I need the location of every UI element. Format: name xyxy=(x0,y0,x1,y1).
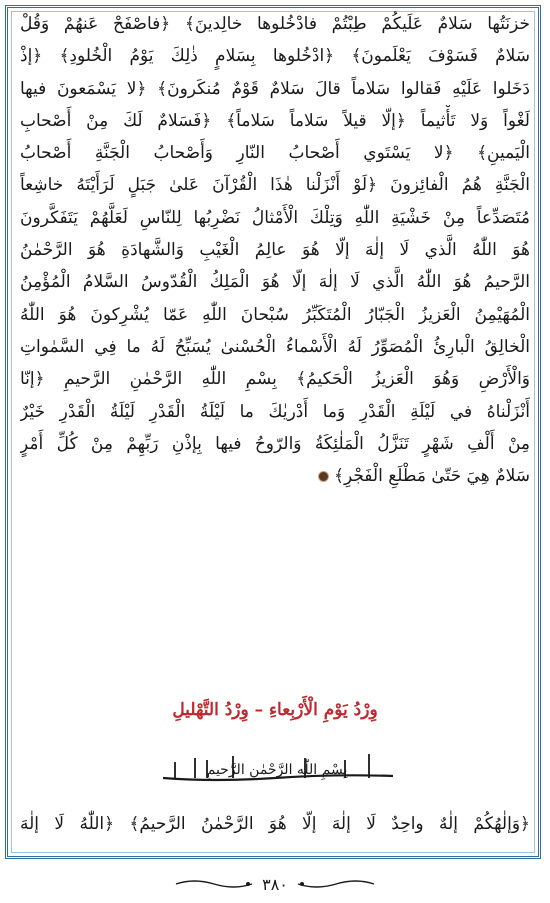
left-ornament-icon xyxy=(174,877,254,891)
text-line: هُوَ اللّٰهُ الَّذي لَا إلٰهَ إلّا هُوَ عالِمُ الْغَيْبِ وَالشَّهادَةِ هُوَ الرَّحْمٰنُ xyxy=(20,240,530,261)
text-line: الْخالِقُ الْبارِئُ الْمُصَوِّرُ لَهُ الْأَسْماءُ الْحُسْنىٰ يُسَبِّحُ لَهُ ما فِي السَّمٰواتِ xyxy=(20,336,530,357)
main-text-block xyxy=(20,8,530,492)
bottom-text-line: ﴿وَإلٰهُكُمْ إلٰهٌ واحِدٌ لَا إلٰهَ إلّا هُوَ الرَّحْمٰنُ الرَّحيمُ﴾ ﴿اللّٰهُ لَا إلٰهَ xyxy=(20,814,530,834)
text-line: سَلامٌ فَسَوْفَ يَعْلَمونَ﴾ ﴿ادْخُلوها بِسَلامٍ ذٰلِكَ يَوْمُ الْخُلودِ﴾ ﴿إذْ xyxy=(20,46,530,67)
basmala-text: بِسْمِ اللّٰهِ الرَّحْمٰنِ الرَّحيمِ xyxy=(206,762,348,778)
text-line: خزنَتُها سَلامٌ عَلَيكُمْ طِبْتُمْ فادْخُلوها خالِدينَ﴾ ﴿فاصْفَحْ عَنهُمْ وَقُلْ xyxy=(20,14,530,34)
text-line: الْيَمينِ﴾ ﴿لا يَسْتَوي أَصْحابُ النّارِ وَأَصْحابُ الْجَنَّةِ أَصْحابُ xyxy=(20,143,530,164)
text-line: الْمُهَيْمِنُ الْعَزيزُ الْجَبّارُ الْمُتَكَبِّرُ سُبْحانَ اللّٰهِ عَمّا يُشْرِكونَ هُوَ اللّٰهُ xyxy=(20,304,530,325)
basmala-calligraphy xyxy=(155,748,400,792)
text-line: مِنْ أَلْفِ شَهْرٍ تَنَزَّلُ الْمَلٰئِكَةُ وَالرّوحُ فيها بِإذْنِ رَبِّهِمْ مِنْ كُلِّ أَمْرٍ xyxy=(20,433,530,454)
last-line-text: سَلامٌ هِيَ حَتّىٰ مَطْلَعِ الْفَجْرِ﴾ xyxy=(333,466,530,487)
right-ornament-icon xyxy=(296,877,376,891)
text-line: لَغْواً وَلا تَأْثيماً ﴿إلّا قيلاً سَلاماً سَلاماً﴾ ﴿فَسَلامٌ لَكَ مِنْ أَصْحابِ xyxy=(20,110,530,131)
text-line: الْجَنَّةِ هُمُ الْفائِزونَ ﴿لَوْ أَنْزَلْنا هٰذَا الْقُرْآنَ عَلىٰ جَبَلٍ لَرَأَيْتَهُ خاشِعاً xyxy=(20,175,530,196)
text-line: مُتَصَدِّعاً مِنْ خَشْيَةِ اللّٰهِ وَتِلْكَ الْأَمْثالُ نَضْرِبُها لِلنّاسِ لَعَلَّهُمْ يَتَفَكَّرونَ xyxy=(20,207,530,228)
text-line: دَخَلوا عَلَيْهِ فَقالوا سَلاماً قالَ سَلامٌ قَوْمٌ مُنكَرونَ﴾ ﴿لا يَسْمَعونَ فيها xyxy=(20,78,530,99)
section-heading: وِرْدُ يَوْمِ الْأَرْبِعاءِ – وِرْدُ التَّهْليلِ xyxy=(172,700,378,720)
verse-end-medallion-icon xyxy=(318,471,329,482)
page-number: ٣٨٠ xyxy=(262,874,288,894)
text-line: أَنْزَلْناهُ في لَيْلَةِ الْقَدْرِ وَما أَدْريٰكَ ما لَيْلَةُ الْقَدْرِ لَيْلَةُ الْقَدْرِ خَيْرٌ xyxy=(20,401,530,422)
text-line: الرَّحيمُ هُوَ اللّٰهُ الَّذي لَا إلٰهَ إلّا هُوَ الْمَلِكُ الْقُدّوسُ السَّلامُ الْمُؤْمِنُ xyxy=(20,272,530,293)
text-line-last xyxy=(20,460,530,492)
page-footer xyxy=(0,869,550,899)
text-line: وَالْأَرْضِ وَهُوَ الْعَزيزُ الْحَكيمُ﴾ بِسْمِ اللّٰهِ الرَّحْمٰنِ الرَّحيمِ ﴿إنّا xyxy=(20,369,530,390)
